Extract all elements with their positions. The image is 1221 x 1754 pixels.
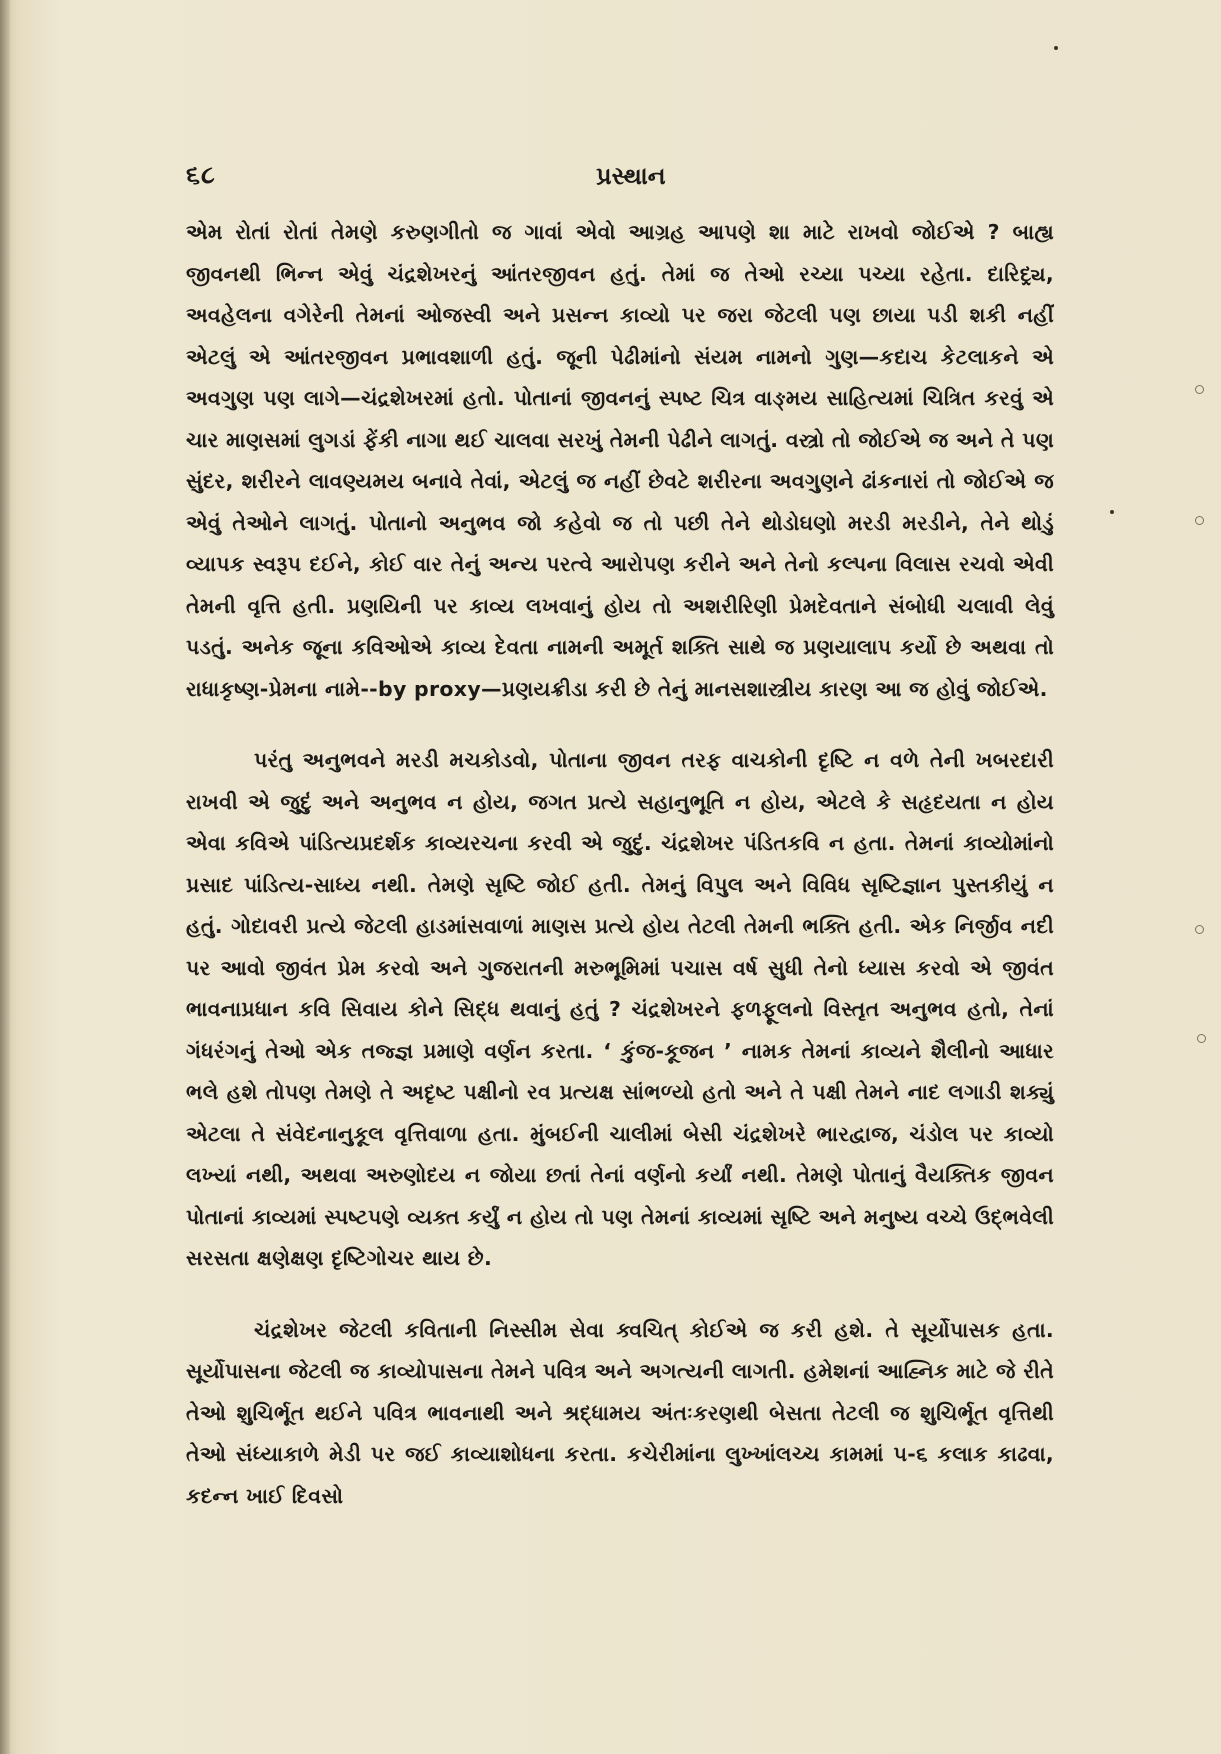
punch-hole (1195, 516, 1204, 525)
page-header (186, 160, 1046, 200)
paragraph-2: પરંતુ અનુભવને મરડી મચકોડવો, પોતાના જીવન તરફ વાચકોની દૃષ્ટિ ન વળે તેની ખબરદારી રાખવી એ જુદું અને અનુભવ ન હોય, જગત પ્રત્યે સહાનુભૂતિ ન હોય, એટલે કે સહૃદયતા ન હોય એવા કવિએ પાંડિત્યપ્રદર્શક કાવ્યરચના કરવી એ જુદું. ચંદ્રશેખર પંડિતકવિ ન હતા. તેમનાં કાવ્યોમાંનો પ્રસાદ પાંડિત્ય-સાધ્ય નથી. તેમણે સૃષ્ટિ જોઈ હતી. તેમનું વિપુલ અને વિવિધ સૃષ્ટિજ્ઞાન પુસ્તકીયું ન હતું. ગોદાવરી પ્રત્યે જેટલી હાડમાંસવાળાં માણસ પ્રત્યે હોય તેટલી તેમની ભક્તિ હતી. એક નિર્જીવ નદી પર આવો જીવંત પ્રેમ કરવો અને ગુજરાતની મરુભૂમિમાં પચાસ વર્ષ સુધી તેનો ધ્યાસ કરવો એ જીવંત ભાવનાપ્રધાન કવિ સિવાય કોને સિદ્ધ થવાનું હતું ? ચંદ્રશેખરને ફળફૂલનો વિસ્તૃત અનુભવ હતો, તેનાં ગંધરંગનું તેઓ એક તજ્જ્ઞ પ્રમાણે વર્ણન કરતા. ‘ કુંજ-કૂજન ’ નામક તેમનાં કાવ્યને શૈલીનો આધાર ભલે હશે તોપણ તેમણે તે અદૃષ્ટ પક્ષીનો રવ પ્રત્યક્ષ સાંભળ્યો હતો અને તે પક્ષી તેમને નાદ લગાડી શક્યું એટલા તે સંવેદનાનુકૂલ વૃત્તિવાળા હતા. મુંબઈની ચાલીમાં બેસી ચંદ્રશેખરે ભારદ્વાજ, ચંડોલ પર કાવ્યો લખ્યાં નથી, અથવા અરુણોદય ન જોયા છતાં તેનાં વર્ણનો કર્યાં નથી. તેમણે પોતાનું વૈયક્તિક જીવન પોતાનાં કાવ્યમાં સ્પષ્ટપણે વ્યક્ત કર્યું ન હોય તો પણ તેમનાં કાવ્યમાં સૃષ્ટિ અને મનુષ્ય વચ્ચે ઉદ્‌ભવેલી સરસતા ક્ષણેક્ષણ દૃષ્ટિગોચર થાય છે. (186, 748, 1054, 1270)
punch-hole (1195, 925, 1204, 934)
paper-speck (1110, 510, 1114, 514)
page-number: ૬૮ (186, 160, 216, 189)
paragraph-1: એમ રોતાં રોતાં તેમણે કરુણગીતો જ ગાવાં એવો આગ્રહ આપણે શા માટે રાખવો જોઈએ ? બાહ્ય જીવનથી ભિન્ન એવું ચંદ્રશેખરનું આંતરજીવન હતું. તેમાં જ તેઓ રચ્યા પચ્યા રહેતા. દારિદ્ર્ય, અવહેલના વગેરેની તેમનાં ઓજસ્વી અને પ્રસન્ન કાવ્યો પર જરા જેટલી પણ છાયા પડી શકી નહીં એટલું એ આંતરજીવન પ્રભાવશાળી હતું. જૂની પેઢીમાંનો સંયમ નામનો ગુણ—કદાચ કેટલાકને એ અવગુણ પણ લાગે—ચંદ્રશેખરમાં હતો. પોતાનાં જીવનનું સ્પષ્ટ ચિત્ર વાઙ્‌મય સાહિત્યમાં ચિત્રિત કરવું એ ચાર માણસમાં લુગડાં ફેંકી નાગા થઈ ચાલવા સરખું તેમની પેઢીને લાગતું. વસ્ત્રો તો જોઈએ જ અને તે પણ સુંદર, શરીરને લાવણ્યમય બનાવે તેવાં, એટલું જ નહીં છેવટે શરીરના અવગુણને ઢાંકનારાં તો જોઈએ જ એવું તેઓને લાગતું. પોતાનો અનુભવ જો કહેવો જ તો પછી તેને થોડોઘણો મરડી મરડીને, તેને થોડું વ્યાપક સ્વરૂપ દઈને, કોઈ વાર તેનું અન્ય પરત્વે આરોપણ કરીને અને તેનો કલ્પના વિલાસ રચવો એવી તેમની વૃત્તિ હતી. પ્રણયિની પર કાવ્ય લખવાનું હોય તો અશરીરિણી પ્રેમદેવતાને સંબોધી ચલાવી લેવું પડતું. અનેક જૂના કવિઓએ કાવ્ય દેવતા નામની અમૂર્ત શક્તિ સાથે જ પ્રણયાલાપ કર્યો છે અથવા તો રાધાકૃષ્ણ-પ્રેમના નામે--by proxy—પ્રણયક્રીડા કરી છે તેનું માનસશાસ્ત્રીય કારણ આ જ હોવું જોઈએ. (186, 220, 1054, 701)
paper-speck (1054, 46, 1058, 50)
binding-shadow (0, 0, 10, 1754)
body-text (186, 212, 1054, 1517)
punch-hole (1195, 385, 1204, 394)
punch-hole (1197, 1034, 1206, 1043)
paragraph-3: ચંદ્રશેખર જેટલી કવિતાની નિસ્સીમ સેવા ક્વચિત્ કોઈએ જ કરી હશે. તે સૂર્યોપાસક હતા. સૂર્યોપાસના જેટલી જ કાવ્યોપાસના તેમને પવિત્ર અને અગત્યની લાગતી. હમેશનાં આહ્નિક માટે જે રીતે તેઓ શુચિર્ભૂત થઈને પવિત્ર ભાવનાથી અને શ્રદ્ધામય અંતઃકરણથી બેસતા તેટલી જ શુચિર્ભૂત વૃત્તિથી તેઓ સંધ્યાકાળે મેડી પર જઈ કાવ્યાશોધના કરતા. કચેરીમાંના લુખ્ખાંલચ્ચ કામમાં ૫-૬ કલાક કાઢવા, કદન્ન ખાઈ દિવસો (186, 1317, 1054, 1508)
running-title: પ્રસ્થાન (596, 162, 666, 190)
